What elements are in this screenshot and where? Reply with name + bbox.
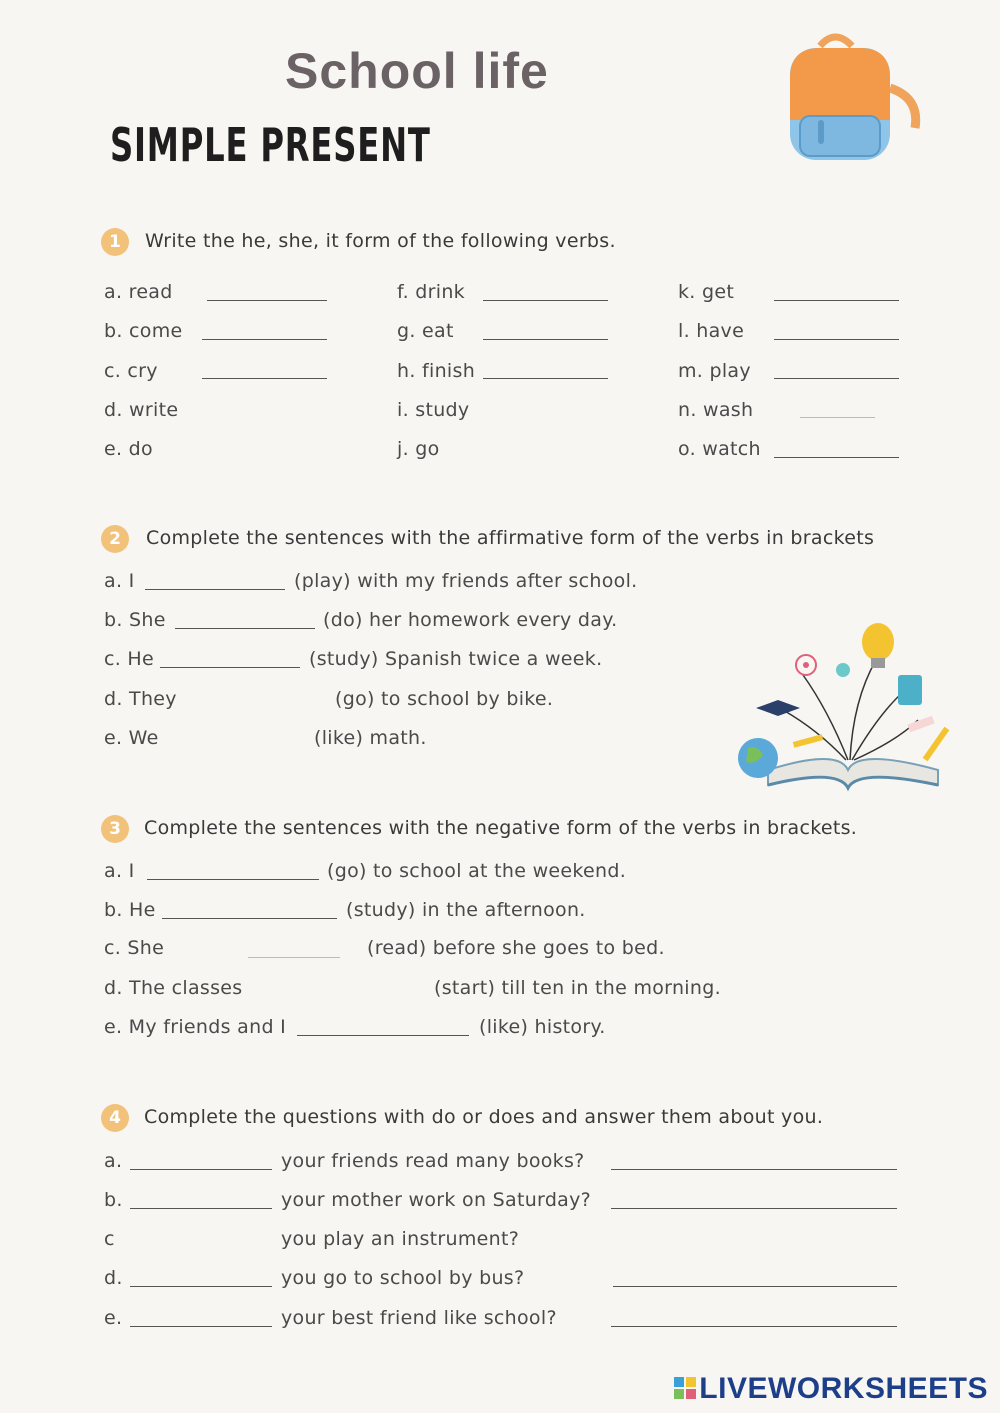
- sentence-suffix: (play) with my friends after school.: [294, 570, 638, 592]
- question-prefix: a.: [104, 1150, 123, 1172]
- exercise-2-number: 2: [101, 525, 129, 553]
- answer-blank[interactable]: [774, 378, 899, 379]
- verb-item: e. do: [104, 438, 153, 460]
- verb-item: j. go: [397, 438, 440, 460]
- question-text: you play an instrument?: [281, 1228, 520, 1250]
- verb-item: m. play: [678, 360, 751, 382]
- answer-blank[interactable]: [611, 1169, 897, 1170]
- education-book-icon: [728, 620, 968, 795]
- worksheet-title: School life: [285, 43, 549, 99]
- sentence-prefix: a. I: [104, 860, 135, 882]
- verb-item: g. eat: [397, 320, 454, 342]
- verb-item: k. get: [678, 281, 735, 303]
- liveworksheets-logo: [674, 1372, 988, 1406]
- answer-blank[interactable]: [130, 1208, 272, 1209]
- worksheet-subtitle: SIMPLE PRESENT: [110, 118, 431, 172]
- verb-item: f. drink: [397, 281, 465, 303]
- sentence-prefix: d. They: [104, 688, 177, 710]
- verb-item: l. have: [678, 320, 745, 342]
- sentence-prefix: c. She: [104, 937, 165, 959]
- question-prefix: c: [104, 1228, 115, 1250]
- answer-blank[interactable]: [248, 957, 340, 958]
- answer-blank[interactable]: [130, 1169, 272, 1170]
- question-text: your friends read many books?: [281, 1150, 585, 1172]
- verb-item: o. watch: [678, 438, 761, 460]
- exercise-1-instruction: Write the he, she, it form of the following verbs.: [145, 230, 616, 252]
- sentence-prefix: e. My friends and I: [104, 1016, 287, 1038]
- sentence-suffix: (like) history.: [479, 1016, 606, 1038]
- verb-item: b. come: [104, 320, 183, 342]
- answer-blank[interactable]: [175, 628, 315, 629]
- exercise-2-instruction: Complete the sentences with the affirmative form of the verbs in brackets: [146, 527, 875, 549]
- sentence-prefix: d. The classes: [104, 977, 243, 999]
- sentence-prefix: e. We: [104, 727, 159, 749]
- answer-blank[interactable]: [774, 300, 899, 301]
- answer-blank[interactable]: [774, 339, 899, 340]
- liveworksheets-logo-icon: [674, 1375, 696, 1401]
- sentence-suffix: (do) her homework every day.: [323, 609, 618, 631]
- backpack-icon: [780, 28, 925, 168]
- answer-blank[interactable]: [160, 667, 300, 668]
- verb-item: c. cry: [104, 360, 158, 382]
- sentence-suffix: (go) to school at the weekend.: [327, 860, 627, 882]
- answer-blank[interactable]: [130, 1326, 272, 1327]
- sentence-suffix: (go) to school by bike.: [335, 688, 554, 710]
- sentence-prefix: a. I: [104, 570, 135, 592]
- question-text: you go to school by bus?: [281, 1267, 525, 1289]
- exercise-3-instruction: Complete the sentences with the negative form of the verbs in brackets.: [144, 817, 858, 839]
- answer-blank[interactable]: [613, 1286, 897, 1287]
- question-prefix: e.: [104, 1307, 123, 1329]
- answer-blank[interactable]: [774, 457, 899, 458]
- answer-blank[interactable]: [145, 589, 285, 590]
- sentence-prefix: c. He: [104, 648, 155, 670]
- answer-blank[interactable]: [147, 879, 319, 880]
- answer-blank[interactable]: [130, 1286, 272, 1287]
- answer-blank[interactable]: [611, 1326, 897, 1327]
- sentence-suffix: (read) before she goes to bed.: [367, 937, 665, 959]
- verb-item: n. wash: [678, 399, 754, 421]
- question-prefix: b.: [104, 1189, 123, 1211]
- sentence-prefix: b. She: [104, 609, 166, 631]
- sentence-suffix: (study) Spanish twice a week.: [309, 648, 603, 670]
- answer-blank[interactable]: [800, 417, 875, 418]
- question-text: your mother work on Saturday?: [281, 1189, 592, 1211]
- verb-item: h. finish: [397, 360, 476, 382]
- answer-blank[interactable]: [483, 300, 608, 301]
- exercise-4-number: 4: [101, 1104, 129, 1132]
- sentence-suffix: (start) till ten in the morning.: [434, 977, 721, 999]
- exercise-3-number: 3: [101, 815, 129, 843]
- answer-blank[interactable]: [202, 339, 327, 340]
- verb-item: a. read: [104, 281, 173, 303]
- answer-blank[interactable]: [202, 378, 327, 379]
- answer-blank[interactable]: [162, 918, 337, 919]
- exercise-1-number: 1: [101, 228, 129, 256]
- answer-blank[interactable]: [483, 339, 608, 340]
- footer-text: LIVEWORKSHEETS: [699, 1372, 988, 1405]
- answer-blank[interactable]: [207, 300, 327, 301]
- verb-item: i. study: [397, 399, 470, 421]
- question-text: your best friend like school?: [281, 1307, 557, 1329]
- answer-blank[interactable]: [611, 1208, 897, 1209]
- verb-item: d. write: [104, 399, 179, 421]
- sentence-prefix: b. He: [104, 899, 156, 921]
- sentence-suffix: (like) math.: [314, 727, 427, 749]
- answer-blank[interactable]: [297, 1035, 469, 1036]
- question-prefix: d.: [104, 1267, 123, 1289]
- sentence-suffix: (study) in the afternoon.: [346, 899, 586, 921]
- exercise-4-instruction: Complete the questions with do or does and answer them about you.: [144, 1106, 824, 1128]
- answer-blank[interactable]: [483, 378, 608, 379]
